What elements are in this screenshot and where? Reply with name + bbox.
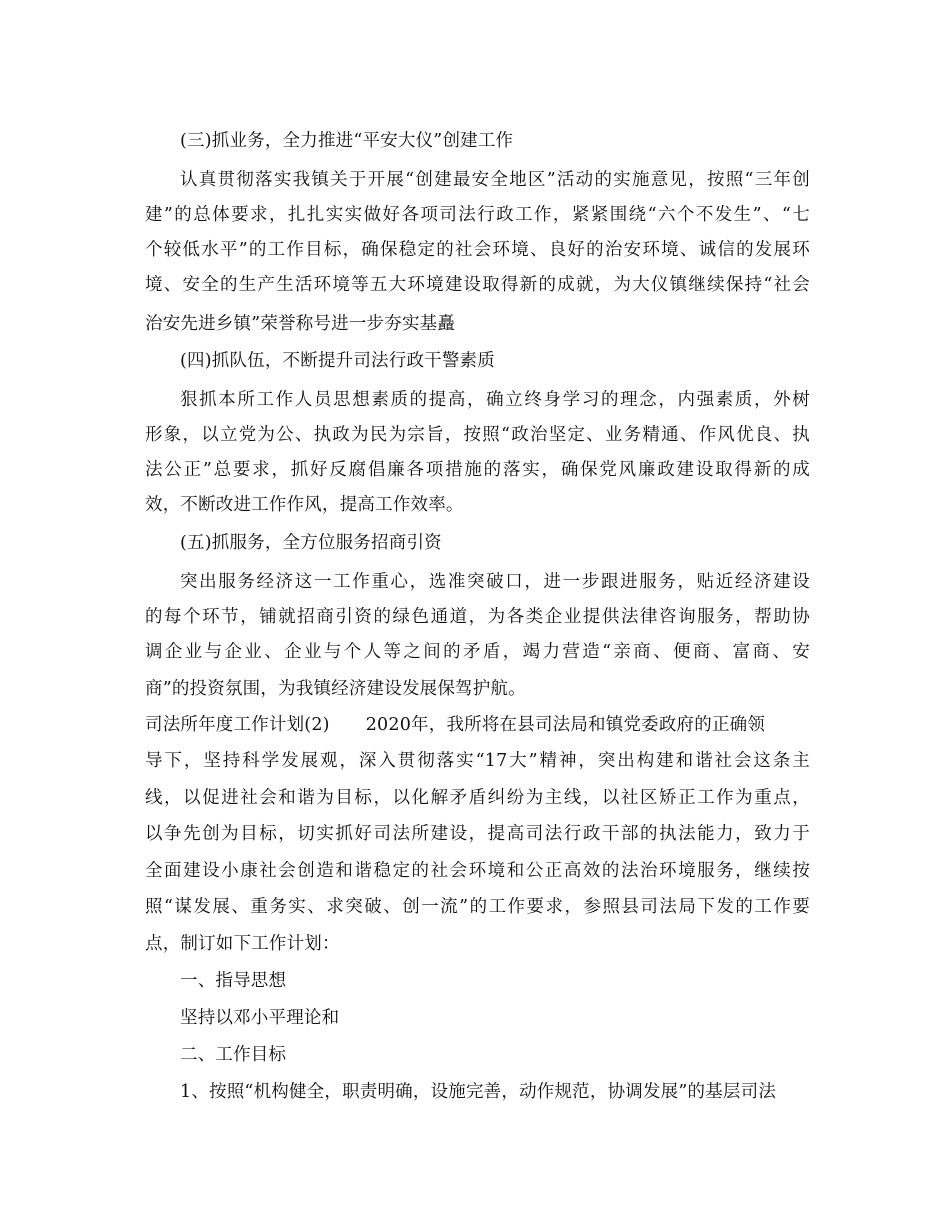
paragraph-line: 狠抓本所工作人员思想素质的提高，确立终身学习的理念，内强素质，外树 [180, 390, 810, 410]
section-heading-4: (四)抓队伍，不断提升司法行政干警素质 [180, 351, 495, 371]
paragraph-line: 点，制订如下工作计划： [145, 934, 340, 954]
paragraph-line: 的每个环节，铺就招商引资的绿色通道，为各类企业提供法律咨询服务，帮助协 [145, 607, 810, 627]
paragraph-line: 认真贯彻落实我镇关于开展“创建最安全地区”活动的实施意见，按照“三年创 [180, 170, 810, 190]
paragraph-line: 商”的投资氛围，为我镇经济建设发展保驾护航。 [145, 679, 526, 699]
paragraph-text: 2020年，我所将在县司法局和镇党委政府的正确领 [365, 715, 766, 735]
paragraph-line: 调企业与企业、企业与个人等之间的矛盾，竭力营造“亲商、便商、富商、安 [145, 642, 810, 662]
paragraph-line: 导下，坚持科学发展观，深入贯彻落实“17大”精神，突出构建和谐社会这条主 [145, 751, 810, 771]
paragraph-line: 治安先进乡镇”荣誉称号进一步夯实基矗 [145, 314, 456, 334]
paragraph-line: 线，以促进社会和谐为目标，以化解矛盾纠纷为主线，以社区矫正工作为重点， [145, 788, 810, 808]
paragraph-line: 突出服务经济这一工作重心，选准突破口，进一步跟进服务，贴近经济建设 [180, 572, 810, 592]
section-heading-3: (三)抓业务，全力推进“平安大仪”创建工作 [180, 131, 514, 151]
document-title: 司法所年度工作计划(2) [145, 715, 330, 735]
section-heading-5: (五)抓服务，全方位服务招商引资 [180, 533, 442, 553]
paragraph-line: 1、按照“机构健全，职责明确，设施完善，动作规范，协调发展”的基层司法 [180, 1082, 777, 1102]
paragraph-line: 形象，以立党为公、执政为民为宗旨，按照“政治坚定、业务精通、作风优良、执 [145, 425, 810, 445]
paragraph-line: 个较低水平”的工作目标，确保稳定的社会环境、良好的治安环境、诚信的发展环 [145, 240, 810, 260]
paragraph-line: 全面建设小康社会创造和谐稳定的社会环境和公正高效的法治环境服务，继续按 [145, 861, 810, 881]
section-heading-2: 二、工作目标 [180, 1045, 287, 1065]
paragraph-line: 以争先创为目标，切实抓好司法所建设，提高司法行政干部的执法能力，致力于 [145, 824, 810, 844]
document-title-line [145, 713, 810, 737]
paragraph-line: 法公正”总要求，抓好反腐倡廉各项措施的落实，确保党风廉政建设取得新的成 [145, 460, 810, 480]
paragraph-line: 境、安全的生产生活环境等五大环境建设取得新的成就，为大仪镇继续保持“社会 [145, 275, 810, 295]
paragraph-line: 坚持以邓小平理论和 [180, 1008, 340, 1028]
section-heading-1: 一、指导思想 [180, 971, 287, 991]
paragraph-line: 建”的总体要求，扎扎实实做好各项司法行政工作，紧紧围绕“六个不发生”、“七 [145, 205, 810, 225]
paragraph-line: 效，不断改进工作作风，提高工作效率。 [145, 495, 464, 515]
paragraph-line: 照“谋发展、重务实、求突破、创一流”的工作要求，参照县司法局下发的工作要 [145, 897, 810, 917]
